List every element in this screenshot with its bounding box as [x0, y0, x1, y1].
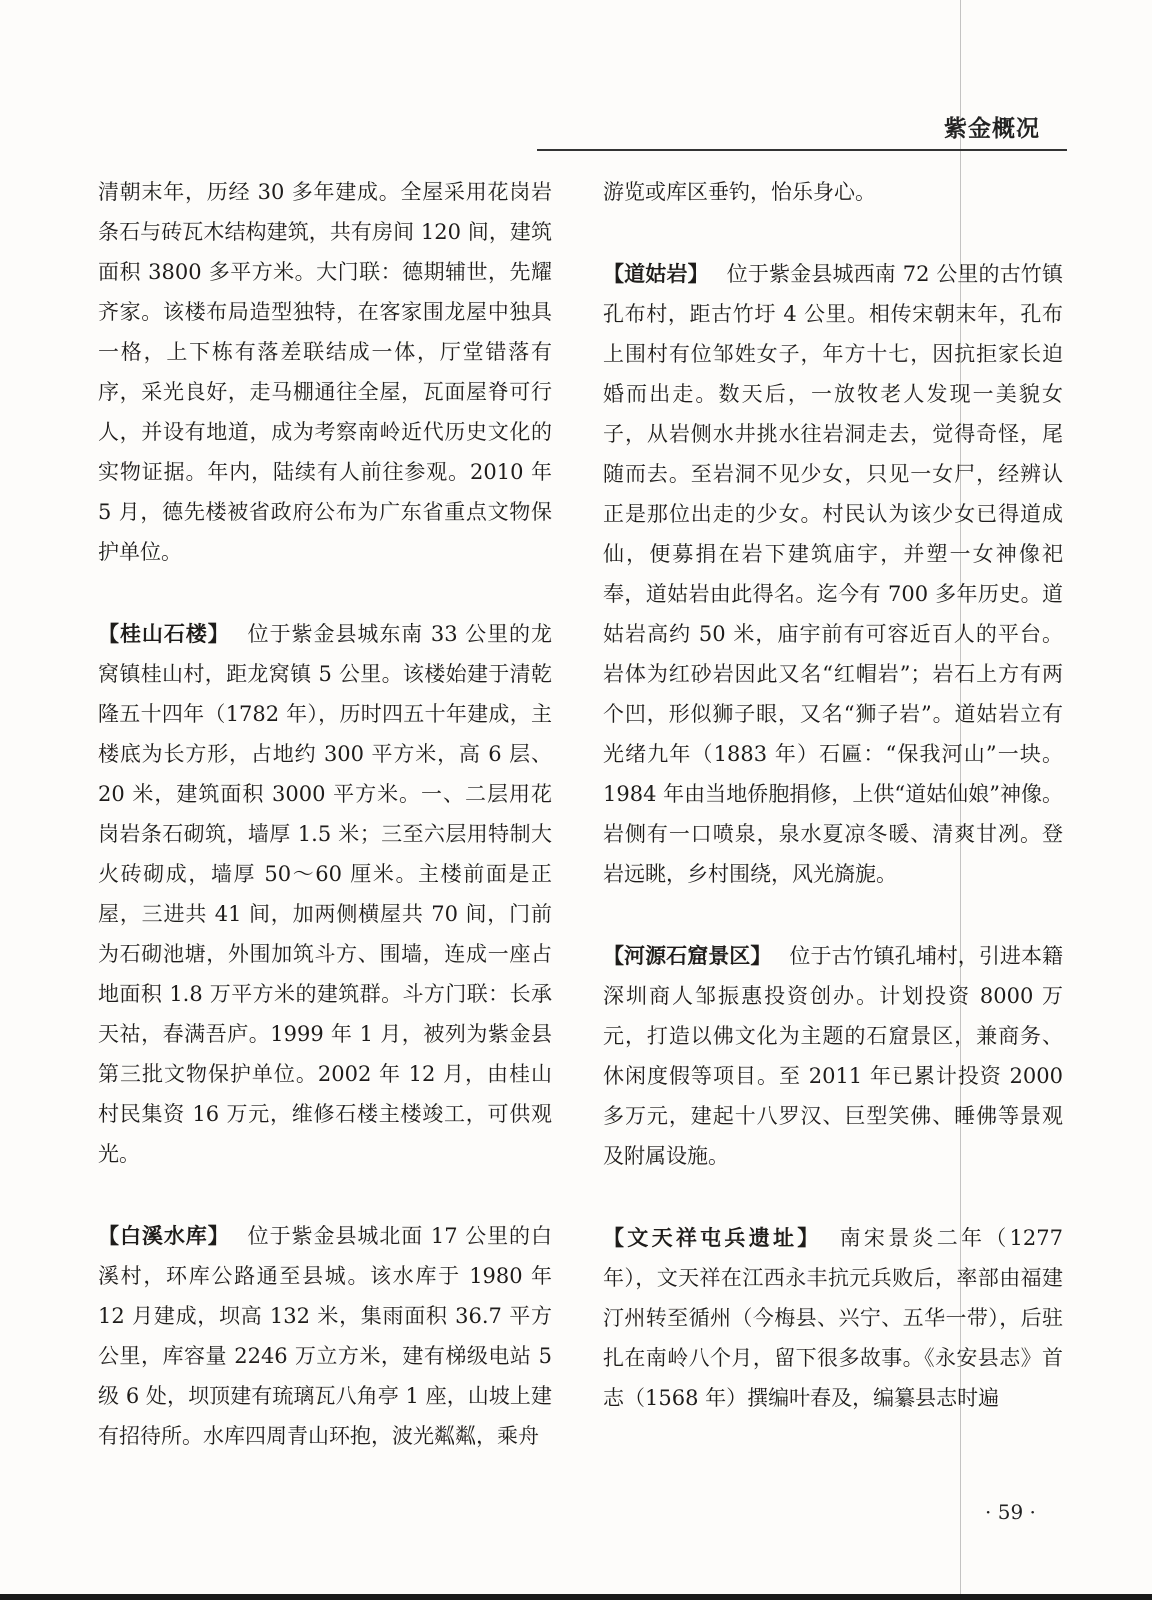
- right-column: [603, 172, 1063, 1418]
- article-entry: [603, 1218, 1063, 1418]
- article-entry: [603, 936, 1063, 1176]
- article-entry: [98, 614, 552, 1174]
- entry-title: 【道姑岩】: [603, 262, 709, 286]
- section-header-title: 紫金概况: [944, 116, 1040, 142]
- entry-body: 位于紫金县城西南 72 公里的古竹镇孔布村，距古竹圩 4 公里。相传宋朝末年，孔布上围村有位邹姓女子，年方十七，因抗拒家长迫婚而出走。数天后，一放牧老人发现一美貌女子，从岩侧水井挑水往岩洞走去，觉得奇怪，尾随而去。至岩洞不见少女，只见一女尸，经辨认正是那位出走的少女。村民认为该少女已得道成仙，便募捐在岩下建筑庙宇，并塑一女神像祀奉，道姑岩由此得名。迄今有 700 多年历史。道姑岩高约 50 米，庙宇前有可容近百人的平台。岩体为红砂岩因此又名“红帽岩”；岩石上方有两个凹，形似狮子眼，又名“狮子岩”。道姑岩立有光绪九年（1883 年）石匾：“保我河山”一块。1984 年由当地侨胞捐修，上供“道姑仙娘”神像。岩侧有一口喷泉，泉水夏凉冬暖、清爽甘冽。登岩远眺，乡村围绕，风光旖旎。: [603, 262, 1063, 886]
- paragraph-gap: [98, 572, 552, 614]
- header-rule: [537, 149, 1067, 151]
- paragraph-gap: [603, 894, 1063, 936]
- entry-body: 南宋景炎二年（1277 年），文天祥在江西永丰抗元兵败后，率部由福建汀州转至循州（今梅县、兴宁、五华一带），后驻扎在南岭八个月，留下很多故事。《永安县志》首志（1568 年）撰编叶春及，编纂县志时遍: [603, 1226, 1063, 1410]
- paragraph-gap: [603, 1176, 1063, 1218]
- entry-body: 位于紫金县城北面 17 公里的白溪村，环库公路通至县城。该水库于 1980 年 12 月建成，坝高 132 米，集雨面积 36.7 平方公里，库容量 2246 万立方米，建有梯级电站 5 级 6 处，坝顶建有琉璃瓦八角亭 1 座，山坡上建有招待所。水库四周青山环抱，波光粼粼，乘舟: [98, 1224, 553, 1448]
- scan-bottom-edge: [0, 1594, 1152, 1600]
- entry-body: 位于古竹镇孔埔村，引进本籍深圳商人邹振惠投资创办。计划投资 8000 万元，打造以佛文化为主题的石窟景区，兼商务、休闲度假等项目。至 2011 年已累计投资 2000 多万元，建起十八罗汉、巨型笑佛、睡佛等景观及附属设施。: [603, 944, 1064, 1168]
- entry-title: 【文天祥屯兵遗址】: [603, 1226, 822, 1250]
- paragraph-gap: [98, 1174, 552, 1216]
- entry-title: 【河源石窟景区】: [603, 944, 772, 968]
- entry-title: 【白溪水库】: [98, 1224, 230, 1248]
- entry-title: 【桂山石楼】: [98, 622, 230, 646]
- entry-body: 位于紫金县城东南 33 公里的龙窝镇桂山村，距龙窝镇 5 公里。该楼始建于清乾隆五十四年（1782 年），历时四五十年建成，主楼底为长方形，占地约 300 平方米，高 6 层、20 米，建筑面积 3000 平方米。一、二层用花岗岩条石砌筑，墙厚 1.5 米；三至六层用特制大火砖砌成，墙厚 50～60 厘米。主楼前面是正屋，三进共 41 间，加两侧横屋共 70 间，门前为石砌池塘，外围加筑斗方、围墙，连成一座占地面积 1.8 万平方米的建筑群。斗方门联：长承天祜，春满吾庐。1999 年 1 月，被列为紫金县第三批文物保护单位。2002 年 12 月，由桂山村民集资 16 万元，维修石楼主楼竣工，可供观光。: [98, 622, 553, 1166]
- page-number: · 59 ·: [985, 1500, 1036, 1524]
- article-paragraph: [603, 172, 1063, 212]
- paragraph-gap: [603, 212, 1063, 254]
- article-paragraph: [98, 172, 552, 572]
- paragraph-body: 清朝末年，历经 30 多年建成。全屋采用花岗岩条石与砖瓦木结构建筑，共有房间 120 间，建筑面积 3800 多平方米。大门联：德期辅世，先耀齐家。该楼布局造型独特，在客家围龙屋中独具一格，上下栋有落差联结成一体，厅堂错落有序，采光良好，走马棚通往全屋，瓦面屋脊可行人，并设有地道，成为考察南岭近代历史文化的实物证据。年内，陆续有人前往参观。2010 年 5 月，德先楼被省政府公布为广东省重点文物保护单位。: [98, 180, 552, 564]
- article-entry: [603, 254, 1063, 894]
- paragraph-body: 游览或库区垂钓，怡乐身心。: [603, 180, 876, 204]
- article-entry: [98, 1216, 552, 1456]
- left-column: [98, 172, 552, 1456]
